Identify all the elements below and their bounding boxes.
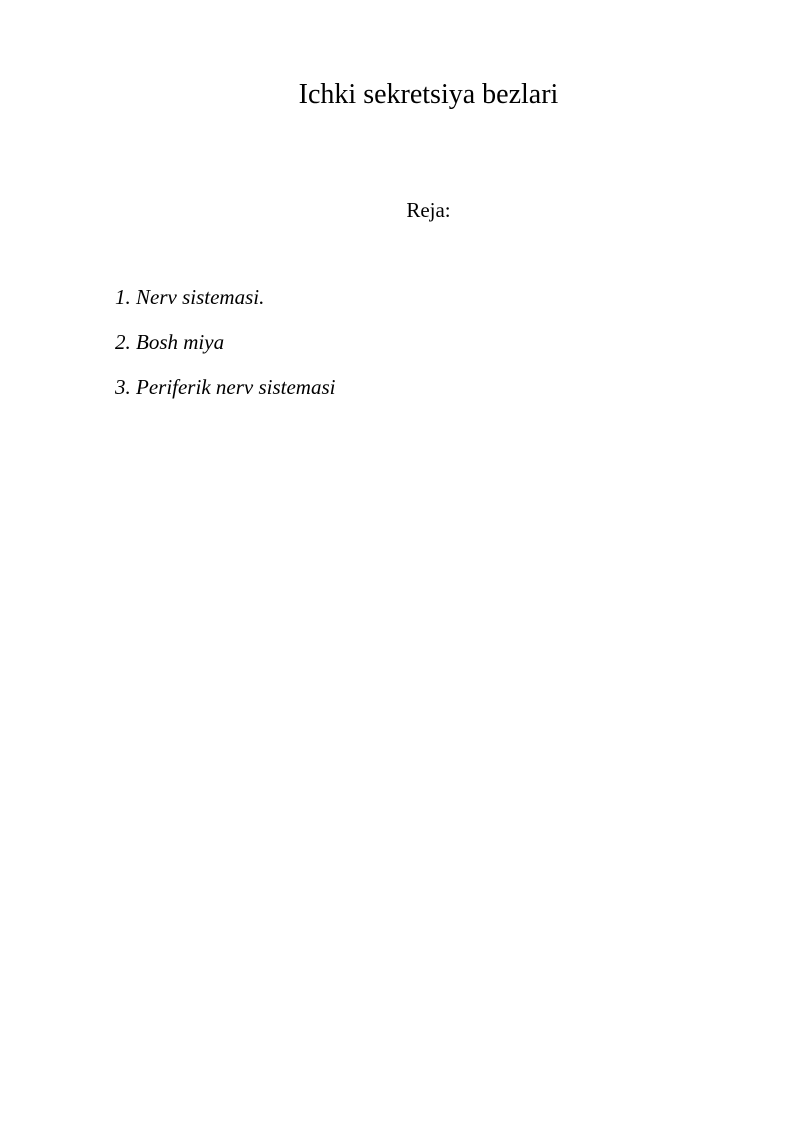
plan-heading: Reja: — [406, 198, 451, 222]
plan-item: 1. Nerv sistemasi. — [115, 285, 265, 309]
plan-item: 2. Bosh miya — [115, 330, 225, 354]
document-title: Ichki sekretsiya bezlari — [298, 79, 559, 110]
plan-item: 3. Periferik nerv sistemasi — [115, 375, 336, 399]
plan-list — [115, 285, 335, 420]
